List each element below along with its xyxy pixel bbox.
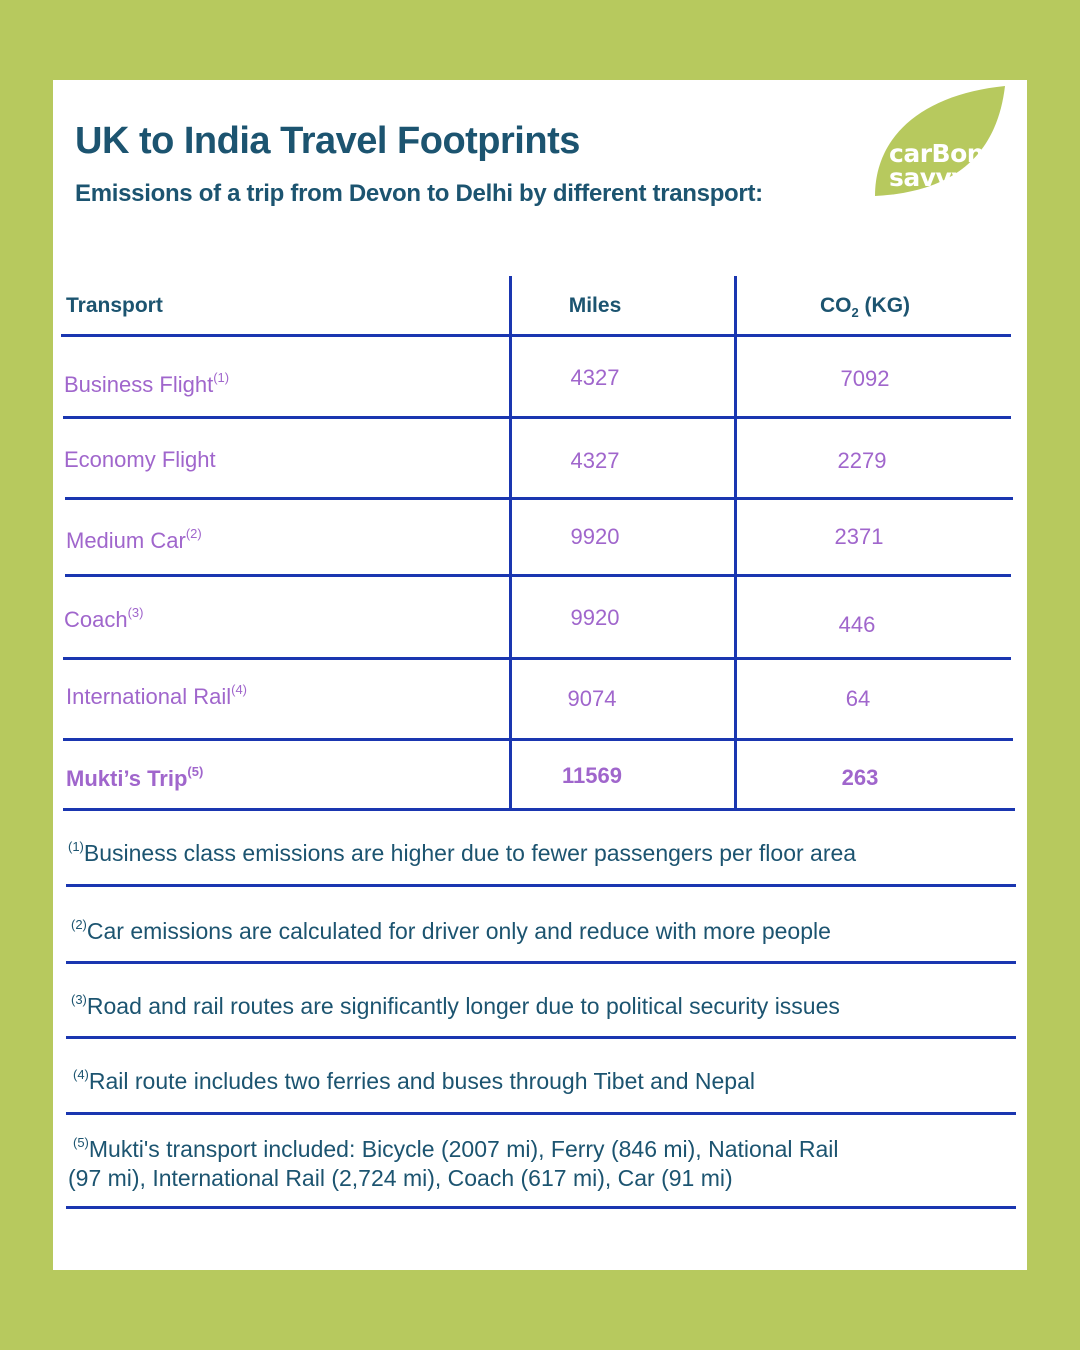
table-row-miles: 9920 (570, 524, 620, 549)
footnote-3: $^{(3)}$Road and rail routes are significantly longer due to political security issues (71, 992, 840, 1019)
footnote-rule-5 (66, 1206, 1016, 1209)
table-row-transport: International Rail$^{(4)}$ (66, 682, 247, 709)
infographic-card (53, 80, 1027, 1270)
table-row-co2: 446 (838, 612, 876, 637)
table-row-transport: Medium Car$^{(2)}$ (66, 526, 202, 553)
row-rule-4 (63, 657, 1011, 660)
table-row-co2: 2371 (834, 524, 884, 549)
column-divider-2 (734, 276, 737, 810)
footnote-1: $^{(1)}$Business class emissions are higher due to fewer passengers per floor area (68, 839, 857, 866)
row-rule-2 (65, 497, 1013, 500)
table-row-transport: Economy Flight (64, 447, 216, 472)
header-miles: Miles (568, 294, 622, 317)
table-row-miles: 11569 (562, 763, 622, 788)
page-title: UK to India Travel Footprints (75, 120, 580, 162)
logo-line-1: carBon (889, 139, 985, 168)
footnote-rule-1 (66, 884, 1016, 887)
footnote-5: $^{(5)}$Mukti's transport included: Bicycle (2007 mi), Ferry (846 mi), National Rail (73, 1135, 839, 1162)
table-row-miles: 4327 (570, 448, 620, 473)
header-co2: $CO_2$ (KG) (819, 294, 911, 321)
row-rule-1 (63, 416, 1011, 419)
row-rule-5 (63, 738, 1013, 741)
table-row-co2: 2279 (837, 448, 887, 473)
footnote-rule-2 (66, 961, 1016, 964)
table-row-transport: Coach$^{(3)}$ (64, 605, 144, 632)
footnote-5-continued: (97 mi), International Rail (2,724 mi), Coach (617 mi), Car (91 mi) (68, 1165, 733, 1191)
table-bottom-rule (63, 808, 1015, 811)
header-rule (61, 334, 1011, 337)
carbon-savvy-logo (865, 84, 1015, 204)
page-subtitle: Emissions of a trip from Devon to Delhi by different transport: (75, 180, 763, 207)
table-row-miles: 4327 (570, 365, 620, 390)
table-row-co2: 263 (841, 765, 879, 790)
table-row-miles: 9920 (570, 605, 620, 630)
table-row-transport: Mukti’s Trip$^{(5)}$ (66, 764, 204, 791)
footnote-rule-3 (66, 1036, 1016, 1039)
footnote-rule-4 (66, 1112, 1016, 1115)
table-row-co2: 7092 (840, 366, 890, 391)
row-rule-3 (65, 574, 1011, 577)
table-row-transport: Business Flight$^{(1)}$ (64, 370, 230, 397)
table-row-miles: 9074 (567, 686, 617, 711)
logo-line-2: savvy (889, 163, 968, 192)
header-transport: Transport (66, 294, 163, 317)
table-row-co2: 64 (845, 686, 871, 711)
footnote-2: $^{(2)}$Car emissions are calculated for driver only and reduce with more people (71, 917, 831, 944)
footnote-4: $^{(4)}$Rail route includes two ferries and buses through Tibet and Nepal (73, 1067, 756, 1094)
